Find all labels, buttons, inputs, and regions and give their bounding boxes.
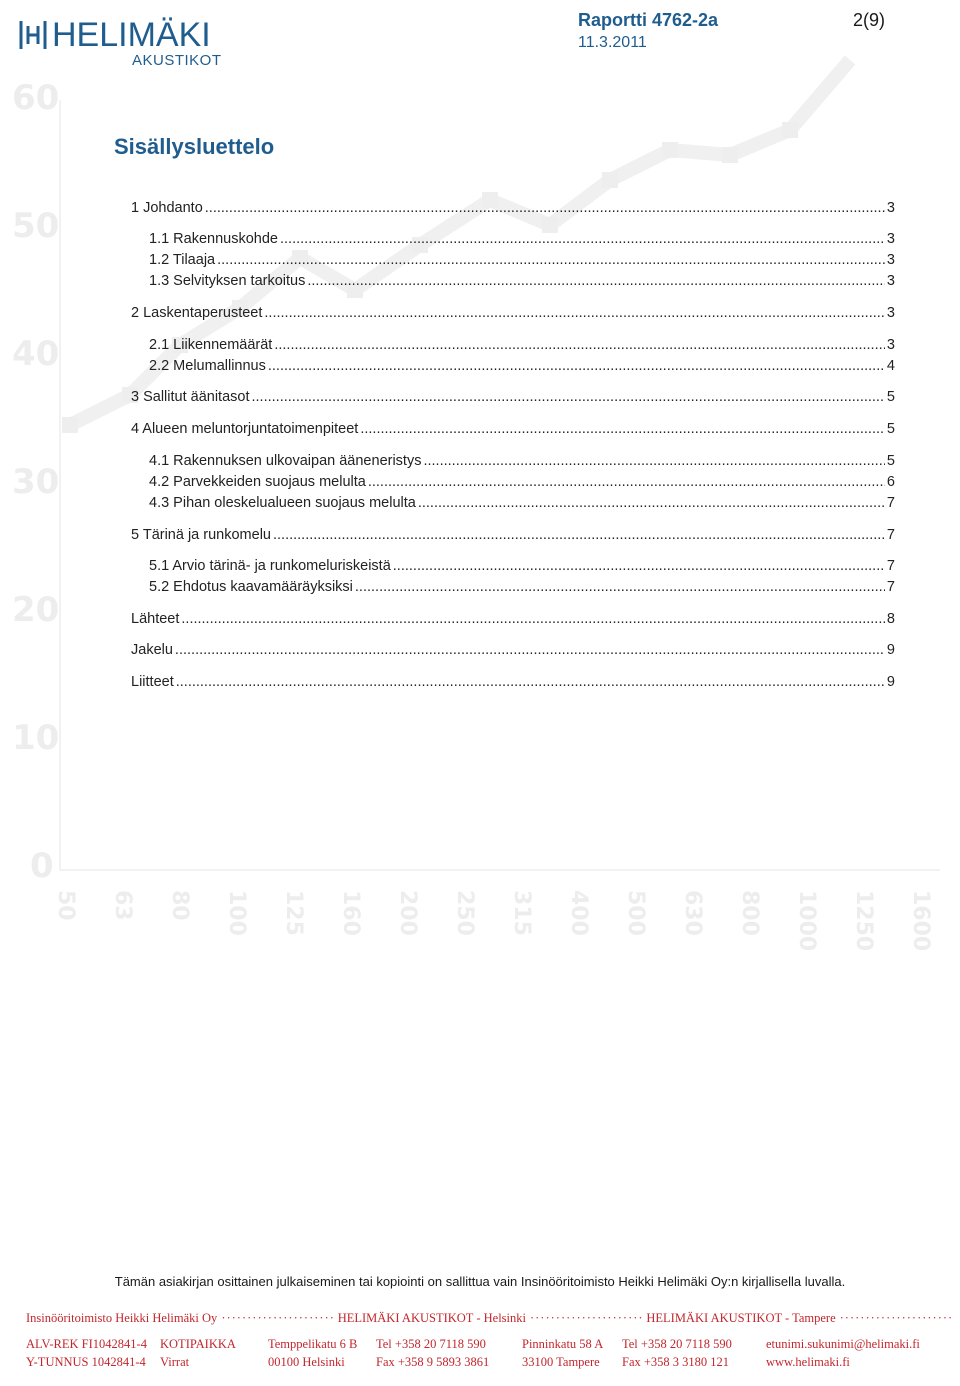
watermark-x-tick: 250: [452, 890, 477, 936]
toc-entry-label: 2.1 Liikennemäärät: [149, 337, 273, 353]
toc-entry[interactable]: [131, 642, 895, 662]
toc-entry-label: 2 Laskentaperusteet: [131, 305, 263, 321]
watermark-x-tick: 160: [338, 890, 363, 936]
footer-separator: [840, 1311, 952, 1326]
toc-leader: [175, 642, 885, 658]
toc-leader: [368, 474, 885, 490]
toc-leader: [360, 421, 885, 437]
footer-helsinki-fax: Fax +358 9 5893 3861: [376, 1355, 490, 1369]
watermark-x-tick: 100: [224, 890, 249, 936]
toc-leader: [176, 674, 885, 690]
watermark-x-tick: 800: [737, 890, 762, 936]
toc-entry[interactable]: [149, 273, 895, 293]
watermark-y-tick: 0: [30, 846, 54, 886]
footer-alv: ALV-REK FI1042841-4: [26, 1337, 147, 1351]
toc-leader: [181, 611, 885, 627]
footer-company-main: Insinööritoimisto Heikki Helimäki Oy: [26, 1311, 218, 1325]
footer-separator: [530, 1311, 642, 1326]
toc-entry-page: 5: [886, 389, 895, 405]
page-number: 2(9): [853, 10, 886, 30]
footer-tampere-fax: Fax +358 3 3180 121: [622, 1355, 730, 1369]
watermark-y-tick: 60: [12, 78, 60, 118]
footer-tampere-city: 33100 Tampere: [522, 1355, 600, 1369]
toc-entry-page: 9: [886, 674, 895, 690]
watermark-x-tick: 125: [281, 890, 306, 936]
toc-leader: [205, 200, 885, 216]
toc-entry[interactable]: [149, 252, 895, 272]
watermark-y-tick: 40: [12, 334, 60, 374]
toc-entry[interactable]: [149, 231, 895, 251]
footer-company-row: [26, 1311, 956, 1326]
footer-kotipaikka-label: KOTIPAIKKA: [160, 1337, 236, 1351]
toc-entry[interactable]: [149, 337, 895, 357]
watermark-x-tick: 500: [623, 890, 648, 936]
toc-entry-page: 3: [886, 252, 895, 268]
copyright-notice: Tämän asiakirjan osittainen julkaiseminen tai kopiointi on sallittua vain Insinööritoimisto Heikki Helimäki Oy:n kirjallisella luvalla.: [114, 1274, 846, 1289]
toc-entry-page: 7: [886, 527, 895, 543]
toc-entry[interactable]: [131, 389, 895, 409]
toc-title: Sisällysluettelo: [114, 134, 275, 159]
toc-entry-label: Lähteet: [131, 611, 180, 627]
toc-entry[interactable]: [131, 674, 895, 694]
helimaki-logo: [18, 18, 222, 69]
toc-entry-page: 7: [886, 495, 895, 511]
footer-company-helsinki: HELIMÄKI AKUSTIKOT - Helsinki: [337, 1311, 526, 1325]
toc-entry[interactable]: [131, 421, 895, 441]
toc-entry-page: 3: [886, 337, 895, 353]
footer-tampere-tel: Tel +358 20 7118 590: [622, 1337, 732, 1351]
footer-helsinki-city: 00100 Helsinki: [268, 1355, 345, 1369]
toc-entry[interactable]: [149, 358, 895, 378]
toc-leader: [217, 252, 885, 268]
toc-entry-page: 3: [886, 273, 895, 289]
watermark-y-tick: 50: [12, 206, 60, 246]
watermark-x-tick: 50: [53, 890, 78, 921]
toc-leader: [280, 231, 885, 247]
toc-entry-label: 1 Johdanto: [131, 200, 203, 216]
toc-entry-page: 7: [886, 579, 895, 595]
toc-entry-page: 4: [886, 358, 895, 374]
toc-entry-label: 5.1 Arvio tärinä- ja runkomeluriskeistä: [149, 558, 391, 574]
toc-leader: [274, 337, 885, 353]
helimaki-logo-icon: [18, 18, 48, 52]
footer-email-link[interactable]: etunimi.sukunimi@helimaki.fi: [766, 1337, 920, 1351]
logo-subtitle: AKUSTIKOT: [132, 52, 222, 69]
toc-entry-page: 3: [886, 231, 895, 247]
toc-entry-label: 4.3 Pihan oleskelualueen suojaus melulta: [149, 495, 416, 511]
watermark-x-tick: 63: [110, 890, 135, 921]
toc-entry[interactable]: [131, 527, 895, 547]
toc-entry-page: 6: [886, 474, 895, 490]
toc-entry-label: 2.2 Melumallinnus: [149, 358, 266, 374]
watermark-x-tick: 400: [566, 890, 591, 936]
footer-separator: [221, 1311, 333, 1326]
toc-entry[interactable]: [149, 579, 895, 599]
watermark-x-tick: 80: [167, 890, 192, 921]
toc-leader: [264, 305, 885, 321]
toc-leader: [307, 273, 885, 289]
toc-leader: [355, 579, 885, 595]
toc-entry-label: 3 Sallitut äänitasot: [131, 389, 250, 405]
toc-entry-label: 4.2 Parvekkeiden suojaus melulta: [149, 474, 366, 490]
footer-web-link[interactable]: www.helimaki.fi: [766, 1355, 850, 1369]
watermark-y-tick: 10: [12, 718, 60, 758]
toc-entry[interactable]: [131, 200, 895, 220]
watermark-x-tick: 1000: [794, 890, 819, 952]
watermark-x-tick: 315: [509, 890, 534, 936]
toc-leader: [423, 453, 884, 469]
toc-entry-label: 4 Alueen meluntorjuntatoimenpiteet: [131, 421, 359, 437]
toc-leader: [268, 358, 885, 374]
toc-entry-page: 5: [886, 421, 895, 437]
logo-name: HELIMÄKI: [52, 16, 211, 54]
toc-entry-label: 1.2 Tilaaja: [149, 252, 216, 268]
toc-leader: [393, 558, 885, 574]
toc-leader: [273, 527, 885, 543]
footer-helsinki-tel: Tel +358 20 7118 590: [376, 1337, 486, 1351]
toc-entry-label: 5 Tärinä ja runkomelu: [131, 527, 271, 543]
toc-entry-label: Jakelu: [131, 642, 173, 658]
toc-entry-page: 8: [886, 611, 895, 627]
footer-company-tampere: HELIMÄKI AKUSTIKOT - Tampere: [646, 1311, 836, 1325]
watermark-x-tick: 630: [680, 890, 705, 936]
toc-entry-page: 3: [886, 200, 895, 216]
toc-leader: [418, 495, 885, 511]
footer-kotipaikka: Virrat: [160, 1355, 190, 1369]
footer-ytunnus: Y-TUNNUS 1042841-4: [26, 1355, 146, 1369]
toc-leader: [252, 389, 885, 405]
toc-entry-label: Liitteet: [131, 674, 174, 690]
toc-entry-label: 5.2 Ehdotus kaavamääräyksiksi: [149, 579, 353, 595]
toc-entry[interactable]: [149, 474, 895, 494]
watermark-y-tick: 20: [12, 590, 60, 630]
watermark-y-tick: 30: [12, 462, 60, 502]
toc-entry[interactable]: [131, 305, 895, 325]
toc-entry[interactable]: [149, 558, 895, 578]
toc-entry-page: 7: [886, 558, 895, 574]
toc-entry[interactable]: [131, 611, 895, 631]
toc-entry-page: 3: [886, 305, 895, 321]
footer-helsinki-street: Temppelikatu 6 B: [268, 1337, 358, 1351]
watermark-x-tick: 1600: [908, 890, 933, 952]
toc-entry-label: 1.1 Rakennuskohde: [149, 231, 278, 247]
report-title: Raportti 4762-2a: [578, 10, 719, 30]
watermark-x-tick: 200: [395, 890, 420, 936]
toc-entry-label: 1.3 Selvityksen tarkoitus: [149, 273, 306, 289]
toc-entry-page: 5: [886, 453, 895, 469]
toc-entry-page: 9: [886, 642, 895, 658]
toc-entry[interactable]: [149, 453, 895, 473]
toc-entry-label: 4.1 Rakennuksen ulkovaipan ääneneristys: [149, 453, 422, 469]
report-date: 11.3.2011: [578, 34, 647, 51]
watermark-x-tick: 1250: [851, 890, 876, 952]
footer-tampere-street: Pinninkatu 58 A: [522, 1337, 604, 1351]
toc-entry[interactable]: [149, 495, 895, 515]
